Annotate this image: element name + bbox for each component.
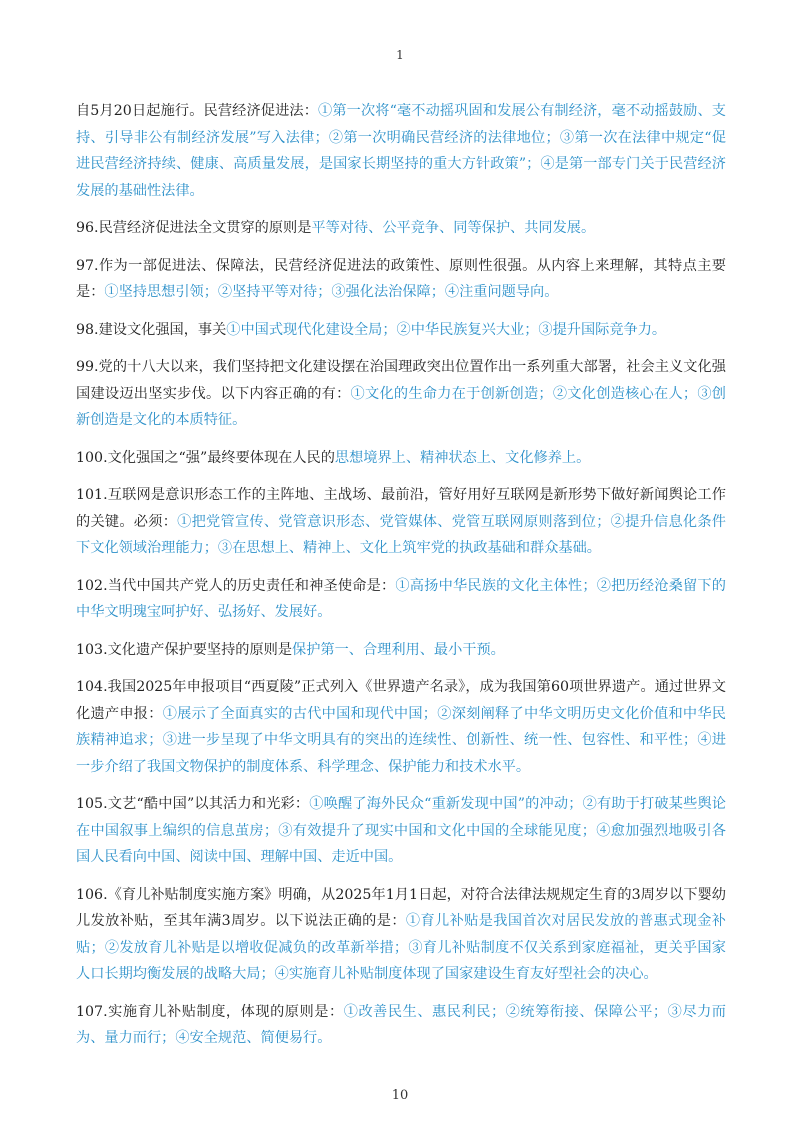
question-text: 102.当代中国共产党人的历史责任和神圣使命是：: [76, 577, 396, 594]
item-103: [76, 637, 726, 664]
item-104: [76, 674, 726, 780]
answer-text: ①育儿补贴是我国首次对居民发放的普惠式现金补贴；②发放育儿补贴是以增收促减负的改革新举措；③育儿补贴制度不仅关系到家庭福祉，更关乎国家人口长期均衡发展的战略大局；④实施育儿补贴制度体现了国家建设生育友好型社会的决心。: [76, 913, 726, 982]
answer-text: ①唤醒了海外民众“重新发现中国”的冲动；②有助于打破某些舆论在中国叙事上编织的信息茧房；③有效提升了现实中国和文化中国的全球能见度；④愈加强烈地吸引各国人民看向中国、阅读中国、理解中国、走近中国。: [76, 796, 726, 865]
answer-text: ①展示了全面真实的古代中国和现代中国；②深刻阐释了中华文明历史文化价值和中华民族精神追求；③进一步呈现了中华文明具有的突出的连续性、创新性、统一性、包容性、和平性；④进一步介绍了我国文物保护的制度体系、科学理念、保护能力和技术水平。: [76, 705, 726, 775]
item-99: [76, 354, 726, 434]
question-text: 103.文化遗产保护要坚持的原则是: [76, 641, 293, 658]
item-96: [76, 215, 726, 242]
question-text: 101.互联网是意识形态工作的主阵地、主战场、最前沿，管好用好互联网是新形势下做好新闻舆论工作的关键。必须：: [76, 487, 726, 530]
answer-text: ①文化的生命力在于创新创造；②文化创造核心在人；③创新创造是文化的本质特征。: [76, 385, 726, 428]
item-107: [76, 999, 726, 1052]
item-105: [76, 791, 726, 871]
question-text: 106.《育儿补贴制度实施方案》明确，从2025年1月1日起，对符合法律法规规定生育的3周岁以下婴幼儿发放补贴，至其年满3周岁。以下说法正确的是：: [76, 886, 726, 929]
answer-text: ①改善民生、惠民利民；②统筹衔接、保障公平；③尽力而为、量力而行；④安全规范、简便易行。: [76, 1003, 726, 1046]
document-body: [76, 98, 726, 1063]
page-number: 10: [391, 1088, 409, 1103]
item-95-continued: [76, 98, 726, 204]
question-text: 100.文化强国之“强”最终要体现在人民的: [76, 449, 335, 466]
question-text: 96.民营经济促进法全文贯穿的原则是: [76, 220, 312, 236]
item-102: [76, 573, 726, 626]
question-text: 97.作为一部促进法、保障法，民营经济促进法的政策性、原则性很强。从内容上来理解，其特点主要是：: [76, 257, 726, 300]
page-marker-top: 1: [396, 48, 404, 62]
question-text: 107.实施育儿补贴制度，体现的原则是：: [76, 1003, 344, 1020]
question-text: 98.建设文化强国，事关: [76, 321, 227, 338]
answer-text: 思想境界上、精神状态上、文化修养上。: [334, 449, 591, 466]
item-101: [76, 482, 726, 562]
question-text: 99.党的十八大以来，我们坚持把文化建设摆在治国理政突出位置作出一系列重大部署，社会主义文化强国建设迈出坚实步伐。以下内容正确的有：: [76, 359, 726, 402]
answer-text: ①坚持思想引领；②坚持平等对待；③强化法治保障；④注重问题导向。: [104, 284, 559, 300]
answer-text: 保护第一、合理利用、最小干预。: [292, 641, 505, 658]
answer-text: ①高扬中华民族的文化主体性；②把历经沧桑留下的中华文明瑰宝呵护好、弘扬好、发展好。: [76, 577, 726, 620]
question-text: 105.文艺“酷中国”以其活力和光彩：: [76, 796, 310, 812]
answer-text: ①中国式现代化建设全局；②中华民族复兴大业；③提升国际竞争力。: [226, 321, 667, 338]
item-98: [76, 317, 726, 344]
answer-text: 平等对待、公平竞争、同等保护、共同发展。: [311, 220, 596, 236]
item-106: [76, 882, 726, 988]
answer-text: ①第一次将“毫不动摇巩固和发展公有制经济，毫不动摇鼓励、支持、引导非公有制经济发展”写入法律；②第一次明确民营经济的法律地位；③第一次在法律中规定“促进民营经济持续、健康、高质量发展，是国家长期坚持的重大方针政策”；④是第一部专门关于民营经济发展的基础性法律。: [76, 103, 726, 199]
item-100: [76, 445, 726, 472]
answer-text: ①把党管宣传、党管意识形态、党管媒体、党管互联网原则落到位；②提升信息化条件下文化领域治理能力；③在思想上、精神上、文化上筑牢党的执政基础和群众基础。: [76, 513, 726, 556]
question-text: 自5月20日起施行。民营经济促进法：: [76, 103, 319, 119]
question-text: 104.我国2025年申报项目“西夏陵”正式列入《世界遗产名录》，成为我国第60项世界遗产。通过世界文化遗产申报：: [76, 679, 726, 722]
item-97: [76, 253, 726, 306]
